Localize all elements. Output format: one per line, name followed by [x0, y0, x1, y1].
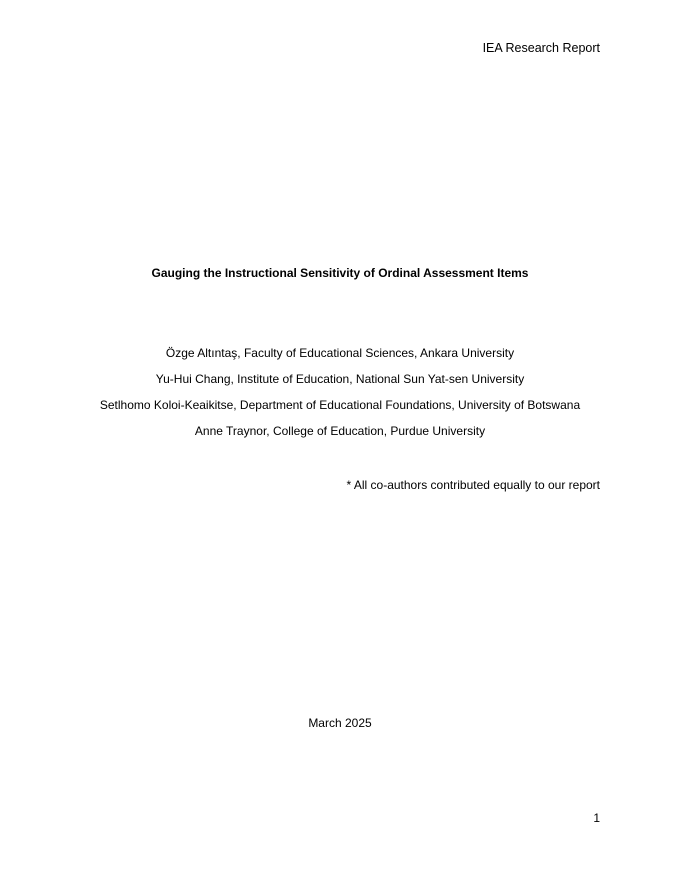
author-line: Setlhomo Koloi-Keaikitse, Department of Educational Foundations, University of Botswana [99, 398, 581, 412]
author-line: Özge Altıntaş, Faculty of Educational Sciences, Ankara University [165, 346, 515, 360]
author-line: Anne Traynor, College of Education, Purdue University [194, 424, 486, 438]
author-line: Yu-Hui Chang, Institute of Education, National Sun Yat-sen University [155, 372, 525, 386]
report-title: Gauging the Instructional Sensitivity of Ordinal Assessment Items [151, 266, 529, 280]
author-list [0, 345, 680, 449]
publication-date: March 2025 [308, 716, 372, 730]
page-number: 1 [593, 811, 600, 825]
running-header: IEA Research Report [482, 41, 600, 55]
contribution-note: * All co-authors contributed equally to our report [346, 478, 600, 492]
